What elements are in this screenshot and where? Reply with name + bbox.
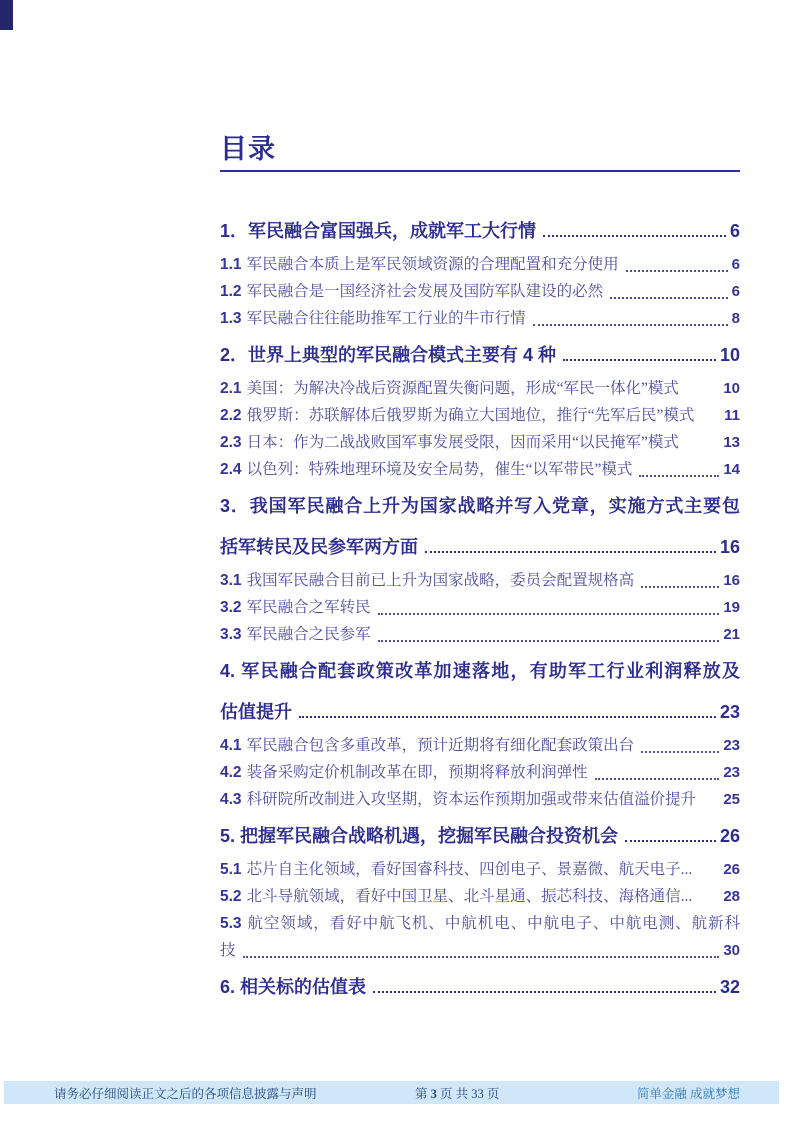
toc-dot-leader <box>610 297 728 299</box>
toc-page-number: 13 <box>723 434 740 451</box>
toc-page-number: 32 <box>719 977 740 997</box>
toc-sub-row[interactable] <box>220 759 740 786</box>
toc-dot-leader <box>641 586 719 588</box>
toc-entry-text: 4.2 装备采购定价机制改革在即，预期将释放利润弹性 <box>220 764 588 781</box>
footer-page-indicator <box>415 1084 499 1102</box>
toc-entry-text: 5.3 航空领域，看好中航飞机、中航机电、中航电子、中航电测、航新科 <box>220 915 740 932</box>
toc-entry-text: 4.1 军民融合包含多重改革，预计近期将有细化配套政策出台 <box>220 737 635 754</box>
toc-page-number: 26 <box>719 826 740 846</box>
toc-entry-text: 5.1 芯片自主化领域，看好国睿科技、四创电子、景嘉微、航天电子... <box>220 861 693 878</box>
footer-page-current: 3 <box>430 1087 437 1101</box>
toc-sub-row[interactable] <box>220 883 740 910</box>
toc-entry-text: 3.3 军民融合之民参军 <box>220 626 371 643</box>
toc-page-number: 6 <box>731 256 740 273</box>
toc-dot-leader <box>625 840 716 842</box>
toc-page-number: 26 <box>723 861 740 878</box>
toc-sub-row[interactable] <box>220 594 740 621</box>
toc-sub-row[interactable] <box>220 278 740 305</box>
toc-entry-text: 1．军民融合富国强兵，成就军工大行情 <box>220 221 537 241</box>
toc-heading-row[interactable] <box>220 218 740 244</box>
toc-page-number: 28 <box>723 888 740 905</box>
toc-entry-text: 2.1 美国：为解决冷战后资源配置失衡问题，形成“军民一体化”模式 <box>220 380 679 397</box>
toc-page-number: 6 <box>729 221 740 241</box>
title-underline <box>220 170 740 172</box>
toc-entry-text: 3.2 军民融合之军转民 <box>220 599 371 616</box>
toc-entry-text: 1.3 军民融合往往能助推军工行业的牛市行情 <box>220 310 526 327</box>
toc-page-number: 16 <box>723 572 740 589</box>
toc-sub-row[interactable] <box>220 910 740 937</box>
toc-page-number: 16 <box>719 537 740 557</box>
toc-sub-row[interactable] <box>220 402 740 429</box>
toc-sub-row[interactable] <box>220 375 740 402</box>
toc-page-number: 10 <box>723 380 740 397</box>
toc-entry-number: 1.2 <box>220 283 242 300</box>
toc-sub-row[interactable] <box>220 305 740 332</box>
toc-sub-row[interactable] <box>220 251 740 278</box>
toc-page-number: 6 <box>731 283 740 300</box>
toc-page-number: 23 <box>723 764 740 781</box>
toc-sub-row[interactable] <box>220 567 740 594</box>
toc-page-number: 21 <box>723 626 740 643</box>
footer-page-total: 33 <box>471 1087 484 1101</box>
toc-sub-row[interactable] <box>220 456 740 483</box>
toc-page-number: 23 <box>723 737 740 754</box>
toc-sub-row[interactable] <box>220 732 740 759</box>
toc-entry-text: 6. 相关标的估值表 <box>220 977 367 997</box>
toc-heading-row[interactable] <box>220 658 740 684</box>
toc-sub-row[interactable] <box>220 621 740 648</box>
footer-disclaimer: 请务必仔细阅读正文之后的各项信息披露与声明 <box>54 1087 317 1101</box>
page-corner-mark <box>0 0 13 30</box>
toc-page-number: 10 <box>719 345 740 365</box>
toc-sub-row[interactable] <box>220 429 740 456</box>
toc-entry-text: 估值提升 <box>220 702 292 722</box>
toc-dot-leader <box>243 956 720 958</box>
toc-list <box>220 218 740 1000</box>
toc-entry-number: 4.3 <box>220 791 242 808</box>
toc-heading-row[interactable] <box>220 342 740 368</box>
toc-entry-number: 3.1 <box>220 572 242 589</box>
toc-entry-number: 5.1 <box>220 861 242 878</box>
toc-sub-row[interactable] <box>220 786 740 813</box>
toc-entry-text: 5. 把握军民融合战略机遇，挖掘军民融合投资机会 <box>220 826 619 846</box>
toc-heading-row[interactable] <box>220 534 740 560</box>
toc-entry-text: 3.1 我国军民融合目前已上升为国家战略，委员会配置规格高 <box>220 572 635 589</box>
footer-page-prefix: 第 <box>415 1087 431 1101</box>
toc-entry-number: 2.3 <box>220 434 242 451</box>
toc-entry-text: 5.2 北斗导航领域，看好中国卫星、北斗星通、振芯科技、海格通信... <box>220 888 693 905</box>
toc-heading-row[interactable] <box>220 699 740 725</box>
toc-entry-text: 1.1 军民融合本质上是军民领域资源的合理配置和充分使用 <box>220 256 619 273</box>
toc-entry-text: 括军转民及民参军两方面 <box>220 537 418 557</box>
toc-entry-number: 2.2 <box>220 407 242 424</box>
toc-page-number: 25 <box>723 791 740 808</box>
toc-entry-text: 1.2 军民融合是一国经济社会发展及国防军队建设的必然 <box>220 283 604 300</box>
toc-entry-number: 3.3 <box>220 626 242 643</box>
toc-dot-leader <box>373 991 716 993</box>
toc-entry-text: 2.4 以色列：特殊地理环境及安全局势，催生“以军带民”模式 <box>220 461 633 478</box>
toc-dot-leader <box>639 475 719 477</box>
toc-heading-row[interactable] <box>220 823 740 849</box>
footer-page-middle: 页 共 <box>436 1087 472 1101</box>
toc-dot-leader <box>378 613 720 615</box>
toc-entry-text: 2.3 日本：作为二战战败国军事发展受限，因而采用“以民掩军”模式 <box>220 434 679 451</box>
toc-dot-leader <box>378 640 720 642</box>
toc-entry-number: 5.2 <box>220 888 242 905</box>
toc-entry-number: 1.1 <box>220 256 242 273</box>
toc-entry-text: 4.3 科研院所改制进入攻坚期，资本运作预期加强或带来估值溢价提升 <box>220 791 697 808</box>
toc-dot-leader <box>543 235 726 237</box>
toc-dot-leader <box>563 359 716 361</box>
toc-dot-leader <box>595 778 720 780</box>
toc-sub-row[interactable] <box>220 937 740 964</box>
toc-page-number: 23 <box>719 702 740 722</box>
toc-page-number: 8 <box>731 310 740 327</box>
toc-entry-number: 4.2 <box>220 764 242 781</box>
toc-dot-leader <box>425 551 716 553</box>
footer-page-suffix: 页 <box>483 1087 500 1101</box>
table-of-contents <box>220 131 740 1000</box>
footer-slogan: 简单金融 成就梦想 <box>636 1087 740 1101</box>
toc-entry-number: 3.2 <box>220 599 242 616</box>
toc-entry-text: 2.2 俄罗斯：苏联解体后俄罗斯为确立大国地位，推行“先军后民”模式 <box>220 407 695 424</box>
page-title: 目录 <box>220 134 276 164</box>
toc-entry-text: 技 <box>220 942 236 959</box>
toc-page-number: 19 <box>723 599 740 616</box>
toc-dot-leader <box>533 324 728 326</box>
toc-entry-number: 5.3 <box>220 915 242 932</box>
footer <box>4 1081 779 1104</box>
toc-entry-text: 2．世界上典型的军民融合模式主要有 4 种 <box>220 345 557 365</box>
toc-entry-number: 1.3 <box>220 310 242 327</box>
toc-entry-text: 4. 军民融合配套政策改革加速落地，有助军工行业利润释放及 <box>220 661 740 681</box>
toc-page-number: 30 <box>723 942 740 959</box>
toc-dot-leader <box>641 751 719 753</box>
toc-heading-row[interactable] <box>220 493 740 519</box>
toc-entry-number: 4.1 <box>220 737 242 754</box>
toc-entry-number: 2.1 <box>220 380 242 397</box>
toc-entry-number: 2.4 <box>220 461 242 478</box>
toc-dot-leader <box>626 270 728 272</box>
toc-dot-leader <box>299 716 716 718</box>
toc-page-number: 11 <box>724 407 740 424</box>
toc-entry-text: 3．我国军民融合上升为国家战略并写入党章，实施方式主要包 <box>220 496 740 516</box>
toc-page-number: 14 <box>723 461 740 478</box>
toc-heading-row[interactable] <box>220 974 740 1000</box>
toc-sub-row[interactable] <box>220 856 740 883</box>
